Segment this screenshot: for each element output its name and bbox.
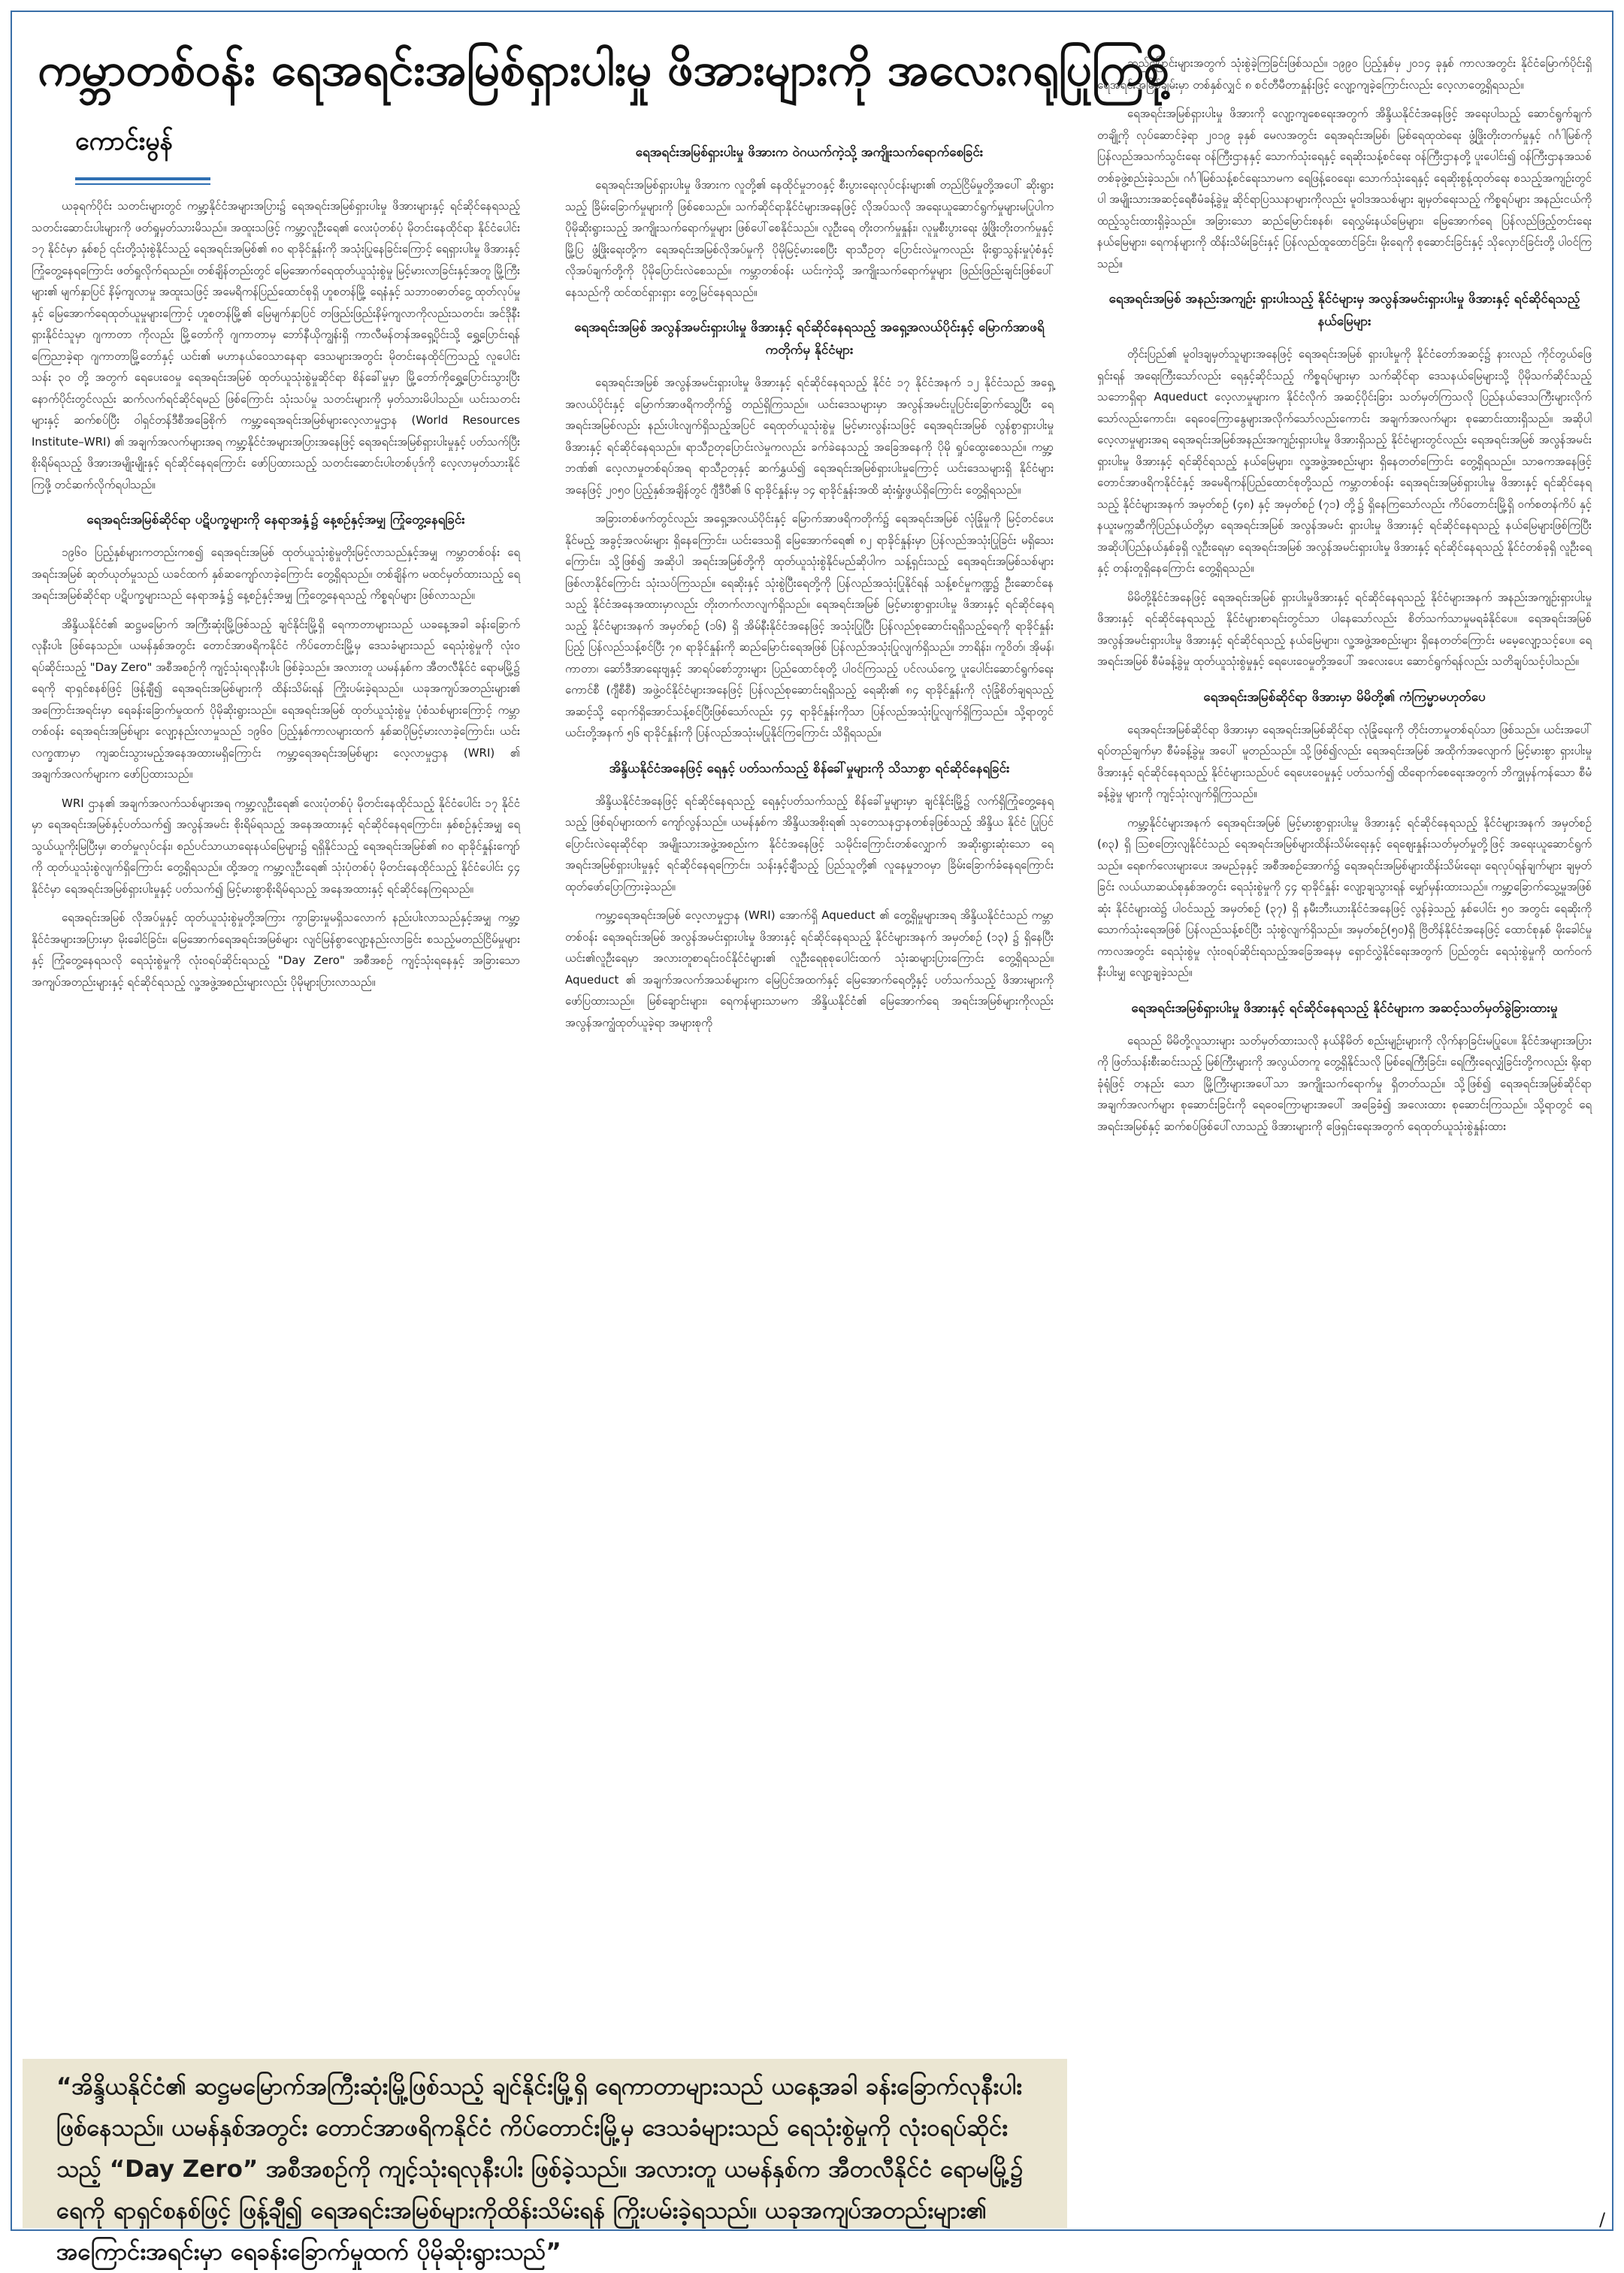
section-heading: ရေအရင်းအမြစ်ဆိုင်ရာ ပဋိပက္ခများကို နေရာအနှံ့၌ နေ့စဉ်နှင့်အမျှ ကြုံတွေ့နေရခြင်း (86, 512, 465, 527)
paragraph: ရေအရင်းအမြစ်ဆိုင်ရာ ဖိအားမှာ ရေအရင်းအမြစ်ဆိုင်ရာ လုံခြုံရေးကို တိုင်းတာမှုတစ်ရပ်သာ ဖြစ်သည်။ ယင်းအပေါ် ရပ်တည်ချက်မှာ စီမံခန့်ခွဲမှု အပေါ် မူတည်သည်။ သို့ဖြစ်၍လည်း ရေအရင်းအမြစ် အထိုက်အလျောက် မြင့်မားစွာ ရှားပါးမှု ဖိအားနှင့် ရင်ဆိုင်နေရသည့် နိုင်ငံများသည်ပင် ရေပေးဝေမှုနှင့် ပတ်သက်၍ ထိရောက်စေရေးအတွက် ဘိက္ခုမှန်ကန်သော စီမံခန့်ခွဲမှု များကို ကျင့်သုံးလျက်ရှိကြသည်။ (1097, 722, 1592, 800)
paragraph: ရေအရင်းအမြစ် လိုအပ်မှုနှင့် ထုတ်ယူသုံးစွဲမှုတို့အကြား ကွာခြားမှုမရှိသလောက် နည်းပါးလာသည်နှင့်အမျှ ကမ္ဘာ့နိုင်ငံအများအပြားမှာ မိုးခေါင်ခြင်း၊ မြေအောက်ရေအရင်းအမြစ်များ လျင်မြန်စွာလျော့နည်းလာခြင်း စသည့်မတည်ငြိမ်မှုများနှင့် ကြုံတွေ့နေရသလို ရေသုံးစွဲမှုကို လုံးဝရပ်ဆိုင်းရသည့် "Day Zero" အစီအစဉ် ကျင့်သုံးရနေနှင့် အခြားသော အကျပ်အတည်းများနှင့် ရင်ဆိုင်ရသည့် လူ့အဖွဲ့အစည်းများလည်း ပိုမိုများပြားလာသည်။ (32, 911, 520, 989)
article-column-2 (565, 128, 1054, 2051)
paragraph: အိန္ဒိယနိုင်ငံအနေဖြင့် ရင်ဆိုင်နေရသည့် ရေနှင့်ပတ်သက်သည့် စိန်ခေါ်မှုများမှာ ချင်နိုင်းမြို့၌ လက်ရှိကြုံတွေ့နေရသည့် ဖြစ်ရပ်များထက် ကျော်လွန်သည်။ ယမန်နှစ်က အိန္ဒိယအစိုးရ၏ သုတေသနဌာနတစ်ခုဖြစ်သည့် အိန္ဒိယ နိုင်ငံ ပြုပြင်ပြောင်းလဲရေးဆိုင်ရာ အမျိုးသားအဖွဲ့အစည်းက နိုင်ငံအနေဖြင့် သမိုင်းကြောင်းတစ်လျှောက် အဆိုးရွားဆုံးသော ရေအရင်းအမြစ်ရှားပါးမှုနှင့် ရင်ဆိုင်နေရကြောင်း၊ သန်းနှင့်ချီသည့် ပြည်သူတို့၏ လူနေမှုဘဝမှာ ခြိမ်းခြောက်ခံနေရကြောင်း ထုတ်ဖော်ပြောကြားခဲ့သည်။ (565, 793, 1054, 893)
paragraph: ကမ္ဘာ့ရေအရင်းအမြစ် လေ့လာမှုဌာန (WRI) အောက်ရှိ Aqueduct ၏ တွေ့ရှိမှုများအရ အိန္ဒိယနိုင်ငံသည် ကမ္ဘာတစ်ဝန်း ရေအရင်းအမြစ် အလွန်အမင်းရှားပါးမှု ဖိအားနှင့် ရင်ဆိုင်နေရသည့် နိုင်ငံများအနက် အမှတ်စဉ် (၁၃) ၌ ရှိနေပြီး ယင်း၏လူဦးရေမှာ အလားတူစာရင်းဝင်နိုင်ငံများ၏ လူဦးရေစုစုပေါင်းထက် သုံးဆများပြားကြောင်း တွေ့ရှိရသည်။ Aqueduct ၏ အချက်အလက်အသစ်များက မြေပြင်အထက်နှင့် မြေအောက်ရေတို့နှင့် ပတ်သက်သည့် ဖိအားများကို ဖော်ပြထားသည်။ မြစ်ချောင်းများ၊ ရေကန်များသာမက အိန္ဒိယနိုင်ငံ၏ မြေအောက်ရေ အရင်းအမြစ်များကိုလည်း အလွန်အကျွံထုတ်ယူခဲ့ရာ အများစုကို (565, 908, 1054, 1029)
article-column-1 (32, 195, 520, 2051)
section-heading: ရေအရင်းအမြစ်ရှားပါးမှု ဖိအားနှင့် ရင်ဆိုင်နေရသည့် နိုင်ငံများက အဆင့်သတ်မှတ်ခွဲခြားထားမှု (1131, 1000, 1558, 1016)
paragraph: ရေအရင်းအမြစ်ရှားပါးမှု ဖိအားက လူတို့၏ နေထိုင်မှုဘဝနှင့် စီးပွားရေးလုပ်ငန်းများ၏ တည်ငြိမ်မှုတို့အပေါ် ဆိုးရွားသည့် ခြိမ်းခြောက်မှုများကို ဖြစ်စေသည်။ သက်ဆိုင်ရာနိုင်ငံများအနေဖြင့် လိုအပ်သလို အရေးယူဆောင်ရွက်မှုများမပြုပါက ပိုမိုဆိုးရွားသည့် အကျိုးသက်ရောက်မှုများ ဖြစ်ပေါ်စေနိုင်သည်။ လူဦးရေ တိုးတက်မှုနှုန်း၊ လူမှုစီးပွားရေး ဖွံ့ဖြိုးတိုးတက်မှုနှင့် မြို့ပြ ဖွံ့ဖြိုးရေးတို့က ရေအရင်းအမြစ်လိုအပ်မှုကို ပိုမိုမြင့်မားစေပြီး ရာသီဥတု ပြောင်းလဲမှုကလည်း မိုးရွာသွန်းမှုပုံစံနှင့် လိုအပ်ချက်တို့ကို ပိုမိုပြောင်းလဲစေသည်။ ကမ္ဘာတစ်ဝန်း ယင်းကဲ့သို့ အကျိုးသက်ရောက်မှုများ ဖြည်းဖြည်းချင်းဖြစ်ပေါ်နေသည်ကို ထင်ထင်ရှားရှား တွေ့မြင်နေရသည်။ (565, 178, 1054, 299)
paragraph: မိမိတို့နိုင်ငံအနေဖြင့် ရေအရင်းအမြစ် ရှားပါးမှုဖိအားနှင့် ရင်ဆိုင်နေရသည့် နိုင်ငံများအနက် အနည်းအကျဉ်းရှားပါးမှု ဖိအားနှင့် ရင်ဆိုင်နေရသည့် နိုင်ငံများစာရင်းတွင်သာ ပါနေသော်လည်း စိတ်သက်သာမှုမရခံနိုင်ပေ။ ရေအရင်းအမြစ် အလွန်အမင်းရှားပါးမှု ဖိအားနှင့် ရင်ဆိုင်ရသည့် နယ်မြေများ၊ လူ့အဖွဲ့အစည်းများ ရှိနေတတ်ကြောင်း မမေ့လျော့သင့်ပေ။ ရေအရင်းအမြစ် စီမံခန့်ခွဲမှု ထုတ်ယူသုံးစွဲမှုနှင့် ရေပေးဝေမှုတို့အပေါ် အလေးပေး ဆောင်ရွက်ရန်လည်း သတိချပ်သင့်ပါသည်။ (1097, 590, 1592, 668)
paragraph: ၁၉၆၀ ပြည့်နှစ်များကတည်းကစ၍ ရေအရင်းအမြစ် ထုတ်ယူသုံးစွဲမှုတိုးမြင့်လာသည်နှင့်အမျှ ကမ္ဘာတစ်ဝန်း ရေအရင်းအမြစ် ဆုတ်ယုတ်မှုသည် ယခင်ထက် နှစ်ဆကျော်လာခဲ့ကြောင်း တွေ့ရှိရသည်။ တစ်ချိန်က မထင်မှတ်ထားသည့် ရေအရင်းအမြစ်ဆိုင်ရာ ပဋိပက္ခများသည် နေရာအနှံ့၌ နေ့စဉ်နှင့်အမျှ ကြုံတွေ့နေရသည့် ကိစ္စရပ်များ ဖြစ်လာသည်။ (32, 546, 520, 602)
byline-rule (75, 177, 210, 180)
byline-rule-secondary (75, 183, 210, 185)
pull-quote: “အိန္ဒိယနိုင်ငံ၏ ဆဋ္ဌမမြောက်အကြီးဆုံးမြို့ဖြစ်သည့် ချင်နိုင်းမြို့ရှိ ရေကာတာများသည် ယနေ့အခါ ခန်းခြောက်လုနီးပါး ဖြစ်နေသည်။ ယမန်နှစ်အတွင်း တောင်အာဖရိကနိုင်ငံ ကိပ်တောင်းမြို့မှ ဒေသခံများသည် ရေသုံးစွဲမှုကို လုံးဝရပ်ဆိုင်းသည့် “Day Zero” အစီအစဉ်ကို ကျင့်သုံးရလုနီးပါး ဖြစ်ခဲ့သည်။ အလားတူ ယမန်နှစ်က အီတလီနိုင်ငံ ရောမမြို့၌ ရေကို ရာရှင်စနစ်ဖြင့် ဖြန့်ချီ၍ ရေအရင်းအမြစ်များကိုထိန်းသိမ်းရန် ကြိုးပမ်းခဲ့ရသည်။ ယခုအကျပ်အတည်းများ၏ အကြောင်းအရင်းမှာ ရေခန်းခြောက်မှုထက် ပိုမိုဆိုးရွားသည်” (23, 2059, 1067, 2228)
paragraph: အိန္ဒိယနိုင်ငံ၏ ဆဋ္ဌမမြောက် အကြီးဆုံးမြို့ဖြစ်သည့် ချင်နိုင်းမြို့ရှိ ရေကာတာများသည် ယခနေ့အခါ ခန်းခြောက်လုနီးပါး ဖြစ်နေသည်။ ယမန်နှစ်အတွင်း တောင်အာဖရိကနိုင်ငံ ကိပ်တောင်းမြို့မှ ဒေသခံများသည် ရေသုံးစွဲမှုကို လုံးဝရပ်ဆိုင်းသည့် "Day Zero" အစီအစဉ်ကို ကျင့်သုံးရလုနီးပါး ဖြစ်ခဲ့သည်။ အလားတူ ယမန်နှစ်က အီတလီနိုင်ငံ ရောမမြို့၌ ရေကို ရာရှင်စနစ်ဖြင့် ဖြန့်ချီ၍ ရေအရင်းအမြစ်များကို ထိန်းသိမ်းရန် ကြိုးပမ်းခဲ့ရသည်။ ယခုအကျပ်အတည်းများ၏ အကြောင်းအရင်းမှာ ရေခန်းခြောက်မှုထက် ပိုမိုဆိုးရွားသည်။ ရေအရင်းအမြစ် ထုတ်ယူသုံးစွဲမှု ပုံစံသစ်များကြောင့် ကမ္ဘာတစ်ဝန်း ရေအရင်းအမြစ်များ လျော့နည်းလာမှုသည် ၁၉၆၀ ပြည့်နှစ်ကာလများထက် နှစ်ဆပိုမြင့်မားလာခဲ့ကြောင်း၊ ယင်းလက္ခဏာမှာ ကျဆင်းသွားမည့်အနေအထားမရှိကြောင်း ကမ္ဘာ့ရေအရင်းအမြစ်များ လေ့လာမှုဌာန (WRI) ၏ အချက်အလက်များက ဖော်ပြထားသည်။ (32, 617, 520, 781)
paragraph: အခြားတစ်ဖက်တွင်လည်း အရှေ့အလယ်ပိုင်းနှင့် မြောက်အာဖရိကတိုက်၌ ရေအရင်းအမြစ် လုံခြုံမှုကို မြင့်တင်ပေးနိုင်မည့် အခွင့်အလမ်းများ ရှိနေကြောင်း၊ ယင်းဒေသရှိ မြေအောက်ရေ၏ ၈၂ ရာခိုင်နှုန်းမှာ ပြန်လည်အသုံးပြုခြင်း မရှိသေးကြောင်း၊ သို့ဖြစ်၍ အဆိုပါ အရင်းအမြစ်တို့ကို ထုတ်ယူသုံးစွဲနိုင်မည်ဆိုပါက သန့်ရှင်းသည့် ရေအရင်းအမြစ်သစ်များ ဖြစ်လာနိုင်ကြောင်း သုံးသပ်ကြသည်။ ရေဆိုးနှင့် သုံးစွဲပြီးရေတို့ကို ပြန်လည်အသုံးပြုနိုင်ရန် သန့်စင်မှုကဏ္ဍ၌ ဦးဆောင်နေသည့် နိုင်ငံအနေအထားမှာလည်း တိုးတက်လာလျက်ရှိသည်။ ရေအရင်းအမြစ် မြင့်မားစွာရှားပါးမှု ဖိအားနှင့် ရင်ဆိုင်နေရသည့် နိုင်ငံများအနက် အမှတ်စဉ် (၁၆) ရှိ အိမ်နီးနိုင်ငံအနေဖြင့် အသုံးပြုပြီး ပြန်လည်စုဆောင်းရရှိသည့်ရေကို ရာခိုင်နှုန်းပြည့် ပြန်လည်သန့်စင်ပြီး ၇၈ ရာခိုင်နှုန်းကို ဆည်မြောင်းရေအဖြစ် ပြန်လည်အသုံးပြုလျက်ရှိသည်။ ဘာရိန်း၊ ကူဝိတ်၊ အိုမန်၊ ကာတာ၊ ဆော်ဒီအာရေးဗျနှင့် အာရပ်စော်ဘွားများ ပြည်ထောင်စုတို့ ပါဝင်ကြသည့် ပင်လယ်ကွေ့ ပူးပေါင်းဆောင်ရွက်ရေး ကောင်စီ (ဂျီစီစီ) အဖွဲ့ဝင်နိုင်ငံများအနေဖြင့် ပြန်လည်စုဆောင်းရရှိသည့် ရေဆိုး၏ ၈၄ ရာခိုင်နှုန်းကို လုံခြုံစိတ်ချရသည့်အဆင့်သို့ ရောက်ရှိအောင်သန့်စင်ပြီးဖြစ်သော်လည်း ၄၄ ရာခိုင်နှုန်းကိုသာ ပြန်လည်အသုံးပြုလျက်ရှိကြသည်။ သို့ရာတွင် ယင်းတို့အနက် ၅၆ ရာခိုင်နှုန်းကို ပြန်လည်အသုံးမပြုနိုင်ကြကြောင်း သိရှိရသည်။ (565, 512, 1054, 739)
article-column-3 (1097, 53, 1592, 2217)
paragraph: ယခုရက်ပိုင်း သတင်းများတွင် ကမ္ဘာ့နိုင်ငံအများအပြား၌ ရေအရင်းအမြစ်ရှားပါးမှု ဖိအားများနှင့် ရင်ဆိုင်နေရသည့် သတင်းဆောင်းပါးများကို ဖတ်ရှုမှတ်သားမိသည်။ အထူးသဖြင့် ကမ္ဘာ့လူဦးရေ၏ လေးပုံတစ်ပုံ မိုတင်းနေထိုင်ရာ နိုင်ငံပေါင်း ၁၇ နိုင်ငံမှာ နှစ်စဉ် ၎င်းတို့သုံးစွဲနိုင်သည့် ရေအရင်းအမြစ်၏ ၈၀ ရာခိုင်နှုန်းကို အသုံးပြုနေခြင်းကြောင့် ရေရှားပါးမှု ဖိအားနှင့် ကြုံတွေ့နေရကြောင်း ဖတ်ရှုလိုက်ရသည်။ တစ်ချိန်တည်းတွင် မြေအောက်ရေထုတ်ယူသုံးစွဲမှု မြင့်မားလာခြင်းနှင့်အတူ မြို့ကြီးများ၏ မျက်နှာပြင် နိမ့်ကျလာမှု အထူးသဖြင့် အမေရိကန်ပြည်ထောင်စုရှိ ဟူစတန်မြို့ ရေနံနှင့် သဘာဝဓာတ်ငွေ့ ထုတ်လုပ်မှုနှင့် မြေအောက်ရေထုတ်ယူမှုများကြောင့် ဟူစတန်မြို့၏ မြေမျက်နှာပြင် တဖြည်းဖြည်းနိမ့်ကျလာကိုလည်းသတင်း၊ အင်ဒိုနီးရှားနိုင်ငံသူမှာ ဂျကာတာ ကိုလည်း မြို့တော်ကို ဂျကာတာမှ ဘော်နီယိုကျွန်းရှိ ကာလီမန်တန်အရှေ့ပိုင်းသို့ ရွှေ့ပြောင်းရန် ကြေညာခဲ့ရာ ဂျကာတာမြို့တော်နှင့် ယင်း၏ မဟာနယ်ဝေသာနေရာ ဒေသများအတွင်း မိုတင်းနေထိုင်ကြသည့် လူပေါင်း သန်း ၃၀ တို့ အတွက် ရေပေးဝေမှု ရေအရင်းအမြစ် ထုတ်ယူသုံးစွဲမှုဆိုင်ရာ စိန်ခေါ်မှုမှာ မြို့တော်ကိုရွှေ့ပြောင်းသွားပြီး နောက်ပိုင်းတွင်လည်း ဆက်လက်ရင်ဆိုင်ရမည် ဖြစ်ကြောင်း သုံးသပ်မှု သတင်းများကို မှတ်သားမိပါသည်။ ယင်းသတင်းများနှင့် ဆက်စပ်ပြီး ဝါရှင်တန်ဒီစီအခြေစိုက် ကမ္ဘာ့ရေအရင်းအမြစ်များလေ့လာမှုဌာန (World Resources Institute–WRI) ၏ အချက်အလက်များအရ ကမ္ဘာ့နိုင်ငံအများအပြားအနေဖြင့် ရေအရင်းအမြစ်ရှားပါးမှုနှင့် ပတ်သက်ပြီး စိုးရိမ်ရသည့် ဖိအားအမျိုးမျိုးနှင့် ရင်ဆိုင်နေရကြောင်း ဖော်ပြထားသည့် သတင်းဆောင်းပါးတစ်ပုဒ်ကို လေ့လာမှတ်သားနိုင်ကြဖို့ တင်ဆက်လိုက်ရပါသည်။ (32, 199, 520, 491)
section-heading: ရေအရင်းအမြစ်ဆိုင်ရာ ဖိအားမှာ မိမိတို့၏ ကံကြမ္မာမဟုတ်ပေ (1203, 689, 1486, 705)
section-heading: ရေအရင်းအမြစ်ရှားပါးမှု ဖိအားက ဝဲဂယက်ကဲ့သို့ အကျိုးသက်ရောက်စေခြင်း (635, 145, 984, 160)
paragraph: ရေအရင်းအမြစ် အလွန်အမင်းရှားပါးမှု ဖိအားနှင့် ရင်ဆိုင်နေရသည့် နိုင်ငံ ၁၇ နိုင်ငံအနက် ၁၂ နိုင်ငံသည် အရှေ့အလယ်ပိုင်းနှင့် မြောက်အာဖရိကတိုက်၌ တည်ရှိကြသည်။ ယင်းဒေသများမှာ အလွန်အမင်းပူပြင်းခြောက်သွေ့ပြီး ရေအရင်းအမြစ်လည်း နည်းပါးလျက်ရှိသည့်အပြင် ရေထုတ်ယူသုံးစွဲမှု မြင့်မားလွန်းသဖြင့် ရေအရင်းအမြစ် လွန်စွာရှားပါးမှု ဖိအားနှင့် ရင်ဆိုင်နေရသည်။ ရာသီဥတုပြောင်းလဲမှုကလည်း ခက်ခဲနေသည့် အခြေအနေကို ပိုမို ရှုပ်ထွေးစေသည်။ ကမ္ဘာ့ဘဏ်၏ လေ့လာမှုတစ်ရပ်အရ ရာသီဥတုနှင့် ဆက်နွှယ်၍ ရေအရင်းအမြစ်ရှားပါးမှုကြောင့် ယင်းဒေသများရှိ နိုင်ငံများအနေဖြင့် ၂၀၅၀ ပြည့်နှစ်အချိန်တွင် ဂျီဒီပီ၏ ၆ ရာခိုင်နှုန်းမှ ၁၄ ရာခိုင်နှုန်းအထိ ဆုံးရှုံးဖွယ်ရှိကြောင်း တွေ့ရှိရသည်။ (565, 376, 1054, 497)
paragraph: ရေသည် မိမိတို့လူသားများ သတ်မှတ်ထားသလို နယ်နိမိတ် စည်းမျဉ်းများကို လိုက်နာခြင်းမပြုပေ။ နိုင်ငံအများအပြားကို ဖြတ်သန်းစီးဆင်းသည့် မြစ်ကြီးများကို အလွယ်တကူ တွေ့ရှိနိုင်သလို မြစ်ရေကြီးခြင်း၊ ရေကြီးရေလျှံခြင်းတို့ကလည်း ရိုးရာခုံရုံဖြင့် တနည်း သော မြို့ကြီးများအပေါ်သာ အကျိုးသက်ရောက်မှု ရှိတတ်သည်။ သို့ဖြစ်၍ ရေအရင်းအမြစ်ဆိုင်ရာ အချက်အလက်များ စုဆောင်းခြင်းကို ရေဝေကြောများအပေါ် အခြေခံ၍ အလေးထား စုဆောင်းကြသည်။ သို့ရာတွင် ရေအရင်းအမြစ်နှင့် ဆက်စပ်ဖြစ်ပေါ်လာသည့် ဖိအားများကို ဖြေရှင်းရေးအတွက် ရေထုတ်ယူသုံးစွဲနှုန်းထား (1097, 1033, 1592, 1133)
end-mark: / (1599, 2209, 1606, 2230)
byline: ကောင်းမွန် (75, 126, 174, 156)
headline: ကမ္ဘာတစ်ဝန်း ရေအရင်းအမြစ်ရှားပါးမှု ဖိအားများကို အလေးဂရုပြုကြစို့ (38, 44, 1169, 96)
paragraph: ရေအရင်းအမြစ်ရှားပါးမှု ဖိအားကို လျော့ကျစေရေးအတွက် အိန္ဒိယနိုင်ငံအနေဖြင့် အရေးပါသည့် ဆောင်ရွက်ချက်တချို့ကို လုပ်ဆောင်ခဲ့ရာ ၂၀၁၉ ခုနှစ် မေလအတွင်း ရေအရင်းအမြစ်၊ မြစ်ရေထုထဲရေး ဖွံ့ဖြိုးတိုးတက်မှုနှင့် ဂင်္ဂါမြစ်ကို ပြန်လည်အသက်သွင်းရေး ဝန်ကြီးဌာနနှင့် သောက်သုံးရေနှင့် ရေဆိုးသန့်စင်ရေး ဝန်ကြီးဌာနတို့ ပူးပေါင်း၍ ဝန်ကြီးဌာနအသစ်တစ်ခုဖွဲ့စည်းခဲ့သည်။ ဂင်္ဂါမြစ်သန့်စင်ရေးသာမက ရေဖြန့်ဝေရေး၊ သောက်သုံးရေနှင့် ရေဆိုးစွန့်ထုတ်ရေး စသည့်အကျဉ်းတွင်ပါ အမျိုးသားအဆင့်ရေစီမံခန့်ခွဲမှု ဆိုင်ရာပြဿနာများကိုလည်း မူဝါဒအသစ်များ ချမှတ်ရေးသည့် ကိစ္စရပ်များ အနည်းငယ်ကို ထည့်သွင်းထားရှိခဲ့သည်။ အခြားသော ဆည်မြောင်းစနစ်၊ ရေလွှမ်းနယ်မြေများ၊ မြေအောက်ရေ ပြန်လည်ဖြည့်တင်းရေးနယ်မြေများ၊ ရေကန်များကို ထိန်းသိမ်းခြင်းနှင့် ပြန်လည်ထူထောင်ခြင်း၊ မိုးရေကို စုဆောင်းခြင်းနှင့် သိုလှောင်ခြင်းတို့ ပါဝင်ကြသည်။ (1097, 107, 1592, 271)
paragraph: တိုင်းပြည်၏ မူဝါဒချမှတ်သူများအနေဖြင့် ရေအရင်းအမြစ် ရှားပါးမှုကို နိုင်ငံတော်အဆင့်၌ နားလည် ကိုင်တွယ်ဖြေရှင်းရန် အရေးကြီးသော်လည်း ရေနှင့်ဆိုင်သည့် ကိစ္စရပ်များမှာ သက်ဆိုင်ရာ ဒေသနယ်မြေများသို့ ပိုမိုသက်ဆိုင်သည့် သဘောရှိရာ Aqueduct လေ့လာမှုများက နိုင်ငံလိုက် အဆင့်ပိုင်းခြား သတ်မှတ်ကြသလို ပြည်နယ်ဒေသကြီးများလိုက်သော်လည်းကောင်း၊ ရေဝေကြောနွေများအလိုက်သော်လည်းကောင်း အချက်အလက်များ စုဆောင်းထားရှိသည်။ အဆိုပါ လေ့လာမှုများအရ ရေအရင်းအမြစ်အနည်းအကျဉ်းရှားပါးမှု ဖိအားရှိသည့် နိုင်ငံများတွင်လည်း ရေအရင်းအမြစ် အလွန်အမင်းရှားပါးမှု ဖိအားနှင့် ရင်ဆိုင်ရသည့် နယ်မြေများ၊ လူ့အဖွဲ့အစည်းများ ရှိနေတတ်ကြောင်း တွေ့ရှိရသည်။ သာဓကအနေဖြင့် တောင်အာဖရိကနိုင်ငံနှင့် အမေရိကန်ပြည်ထောင်စုတို့သည် ကမ္ဘာတစ်ဝန်း ရေအရင်းအမြစ်ရှားပါးမှု ဖိအားနှင့် ရင်ဆိုင်နေရသည့် နိုင်ငံများအနက် အမှတ်စဉ် (၄၈) နှင့် အမှတ်စဉ် (၇၁) တို့၌ ရှိနေကြသော်လည်း ကိပ်တောင်းမြို့ရှိ ဝက်စတန်ကိပ် နှင့် နယူးမက္ကဆီကိုပြည်နယ်တို့မှာ ရေအရင်းအမြစ် အလွန်အမင်း ရှားပါးမှု ဖိအားနှင့် ရင်ဆိုင်နေရသည့် နယ်မြေများဖြစ်ကြပြီး အဆိုပါပြည်နယ်နှစ်ခုရှိ လူဦးရေမှာ ရေအရင်းအမြစ် အလွန်အမင်းရှားပါးမှု ဖိအားနှင့် ရင်ဆိုင်နေရသည့် နိုင်ငံတစ်ခုရှိ လူဦးရေနှင့် တန်းတူရှိနေကြောင်း တွေ့ရှိရသည်။ (1097, 347, 1592, 575)
paragraph: WRI ဌာန၏ အချက်အလက်သစ်များအရ ကမ္ဘာ့လူဦးရေ၏ လေးပုံတစ်ပုံ မိုတင်းနေထိုင်သည့် နိုင်ငံပေါင်း ၁၇ နိုင်ငံမှာ ရေအရင်းအမြစ်နှင့်ပတ်သက်၍ အလွန်အမင်း စိုးရိမ်ရသည့် အနေအထားနှင့် ရင်ဆိုင်နေရကြောင်း၊ နှစ်စဉ်နှင့်အမျှ ရေသွယ်ယူကိုးမြပြီးမှ၊ ဓာတ်မှုလုပ်ငန်း၊ စည်ပင်သာယာရေးနယ်မြေများ၌ ရရှိနိုင်သည့် ရေအရင်းအမြစ်၏ ၈၀ ရာခိုင်နှုန်းကျော်ကို ထုတ်ယူသုံးစွဲလျက်ရှိကြောင်း တွေ့ရှိရသည်။ ထို့အတူ ကမ္ဘာ့လူဦးရေ၏ သုံးပုံတစ်ပုံ မိုတင်းနေထိုင်သည့် နိုင်ငံပေါင်း ၄၄ နိုင်ငံမှာ ရေအရင်းအမြစ်ရှားပါးမှုနှင့် ပတ်သက်၍ မြင့်မားစွာစိုးရိမ်ရသည့် အနေအထားနှင့် ရင်ဆိုင်နေကြရသည်။ (32, 796, 520, 896)
section-heading: ရေအရင်းအမြစ် အနည်းအကျဉ်း ရှားပါးသည့် နိုင်ငံများမှ အလွန်အမင်းရှားပါးမှု ဖိအားနှင့် ရင်ဆိုင်ရသည့် နယ်မြေများ (1108, 292, 1580, 329)
section-heading: အိန္ဒိယနိုင်ငံအနေဖြင့် ရေနှင့် ပတ်သက်သည့် စိန်ခေါ်မှုများကို သိသာစွာ ရင်ဆိုင်နေရခြင်း (609, 760, 1010, 776)
paragraph: ကမ္ဘာ့နိုင်ငံများအနက် ရေအရင်းအမြစ် မြင့်မားစွာရှားပါးမှု ဖိအားနှင့် ရင်ဆိုင်နေရသည့် နိုင်ငံများအနက် အမှတ်စဉ် (၈၃) ရှိ ဩစတြေးလျနိုင်ငံသည် ရေအရင်းအမြစ်များထိန်းသိမ်းရေးနှင့် ရေဈေးနှုန်းသတ်မှတ်မှုတို့ဖြင့် အရေးယူဆောင်ရွက်သည်။ ရေစက်လေးများပေး အမည်ခုနှင့် အစီအစဉ်အောက်၌ ရေအရင်းအမြစ်များထိန်းသိမ်းရေး၊ ရေလုပ်ရန်ချက်များ ချမှတ်ခြင်း လယ်ယာဆယ်စုနှစ်အတွင်း ရေသုံးစွဲမှုကို ၄၄ ရာခိုင်နှုန်း လျော့ချသွားရန် မျှော်မှန်းထားသည်။ ကမ္ဘာ့ခြောက်သွေ့မှုအဖြစ်ဆုံး နိုင်ငံများထဲ၌ ပါဝင်သည့် အမှတ်စဉ် (၃၇) ရှိ နမီးဘီးယားနိုင်ငံအနေဖြင့် လွန်ခဲ့သည့် နှစ်ပေါင်း ၅၀ အတွင်း ရေဆိုးကို သောက်သုံးရေအဖြစ် ပြန်လည်သန့်စင်ပြီး သုံးစွဲလျက်ရှိသည်။ အမှတ်စဉ်(၅၀)ရှိ ဗြိတိန်နိုင်ငံအနေဖြင့် ထောင်စုနှစ် မိုးခေါင်မှု ကာလအတွင်း ရေသုံးစွဲမှု လုံးဝရပ်ဆိုင်းရသည့်အခြေအနေမှ ရှောင်လွှဲနိုင်ရေးအတွက် ပြည်တွင်း ရေသုံးစွဲမှုကို ထက်ဝက်နီးပါးမျှ လျော့ချခဲ့သည်။ (1097, 815, 1592, 979)
paragraph: ဆည်မြောင်းများအတွက် သုံးစွဲခဲ့ကြခြင်းဖြစ်သည်။ ၁၉၉၀ ပြည့်နှစ်မှ ၂၀၁၄ ခုနှစ် ကာလအတွင်း နိုင်ငံမြောက်ပိုင်းရှိ ရေအရင်းအမြစ်ချမ်းမှာ တစ်နှစ်လျှင် ၈ စင်တီမီတာနှုန်းဖြင့် လျော့ကျခဲ့ကြောင်းလည်း လေ့လာတွေ့ရှိရသည်။ (1097, 56, 1592, 92)
section-heading: ရေအရင်းအမြစ် အလွန်အမင်းရှားပါးမှု ဖိအားနှင့် ရင်ဆိုင်နေရသည့် အရှေ့အလယ်ပိုင်းနှင့် မြောက်အာဖရိကတိုက်မှ နိုင်ငံများ (574, 320, 1045, 358)
